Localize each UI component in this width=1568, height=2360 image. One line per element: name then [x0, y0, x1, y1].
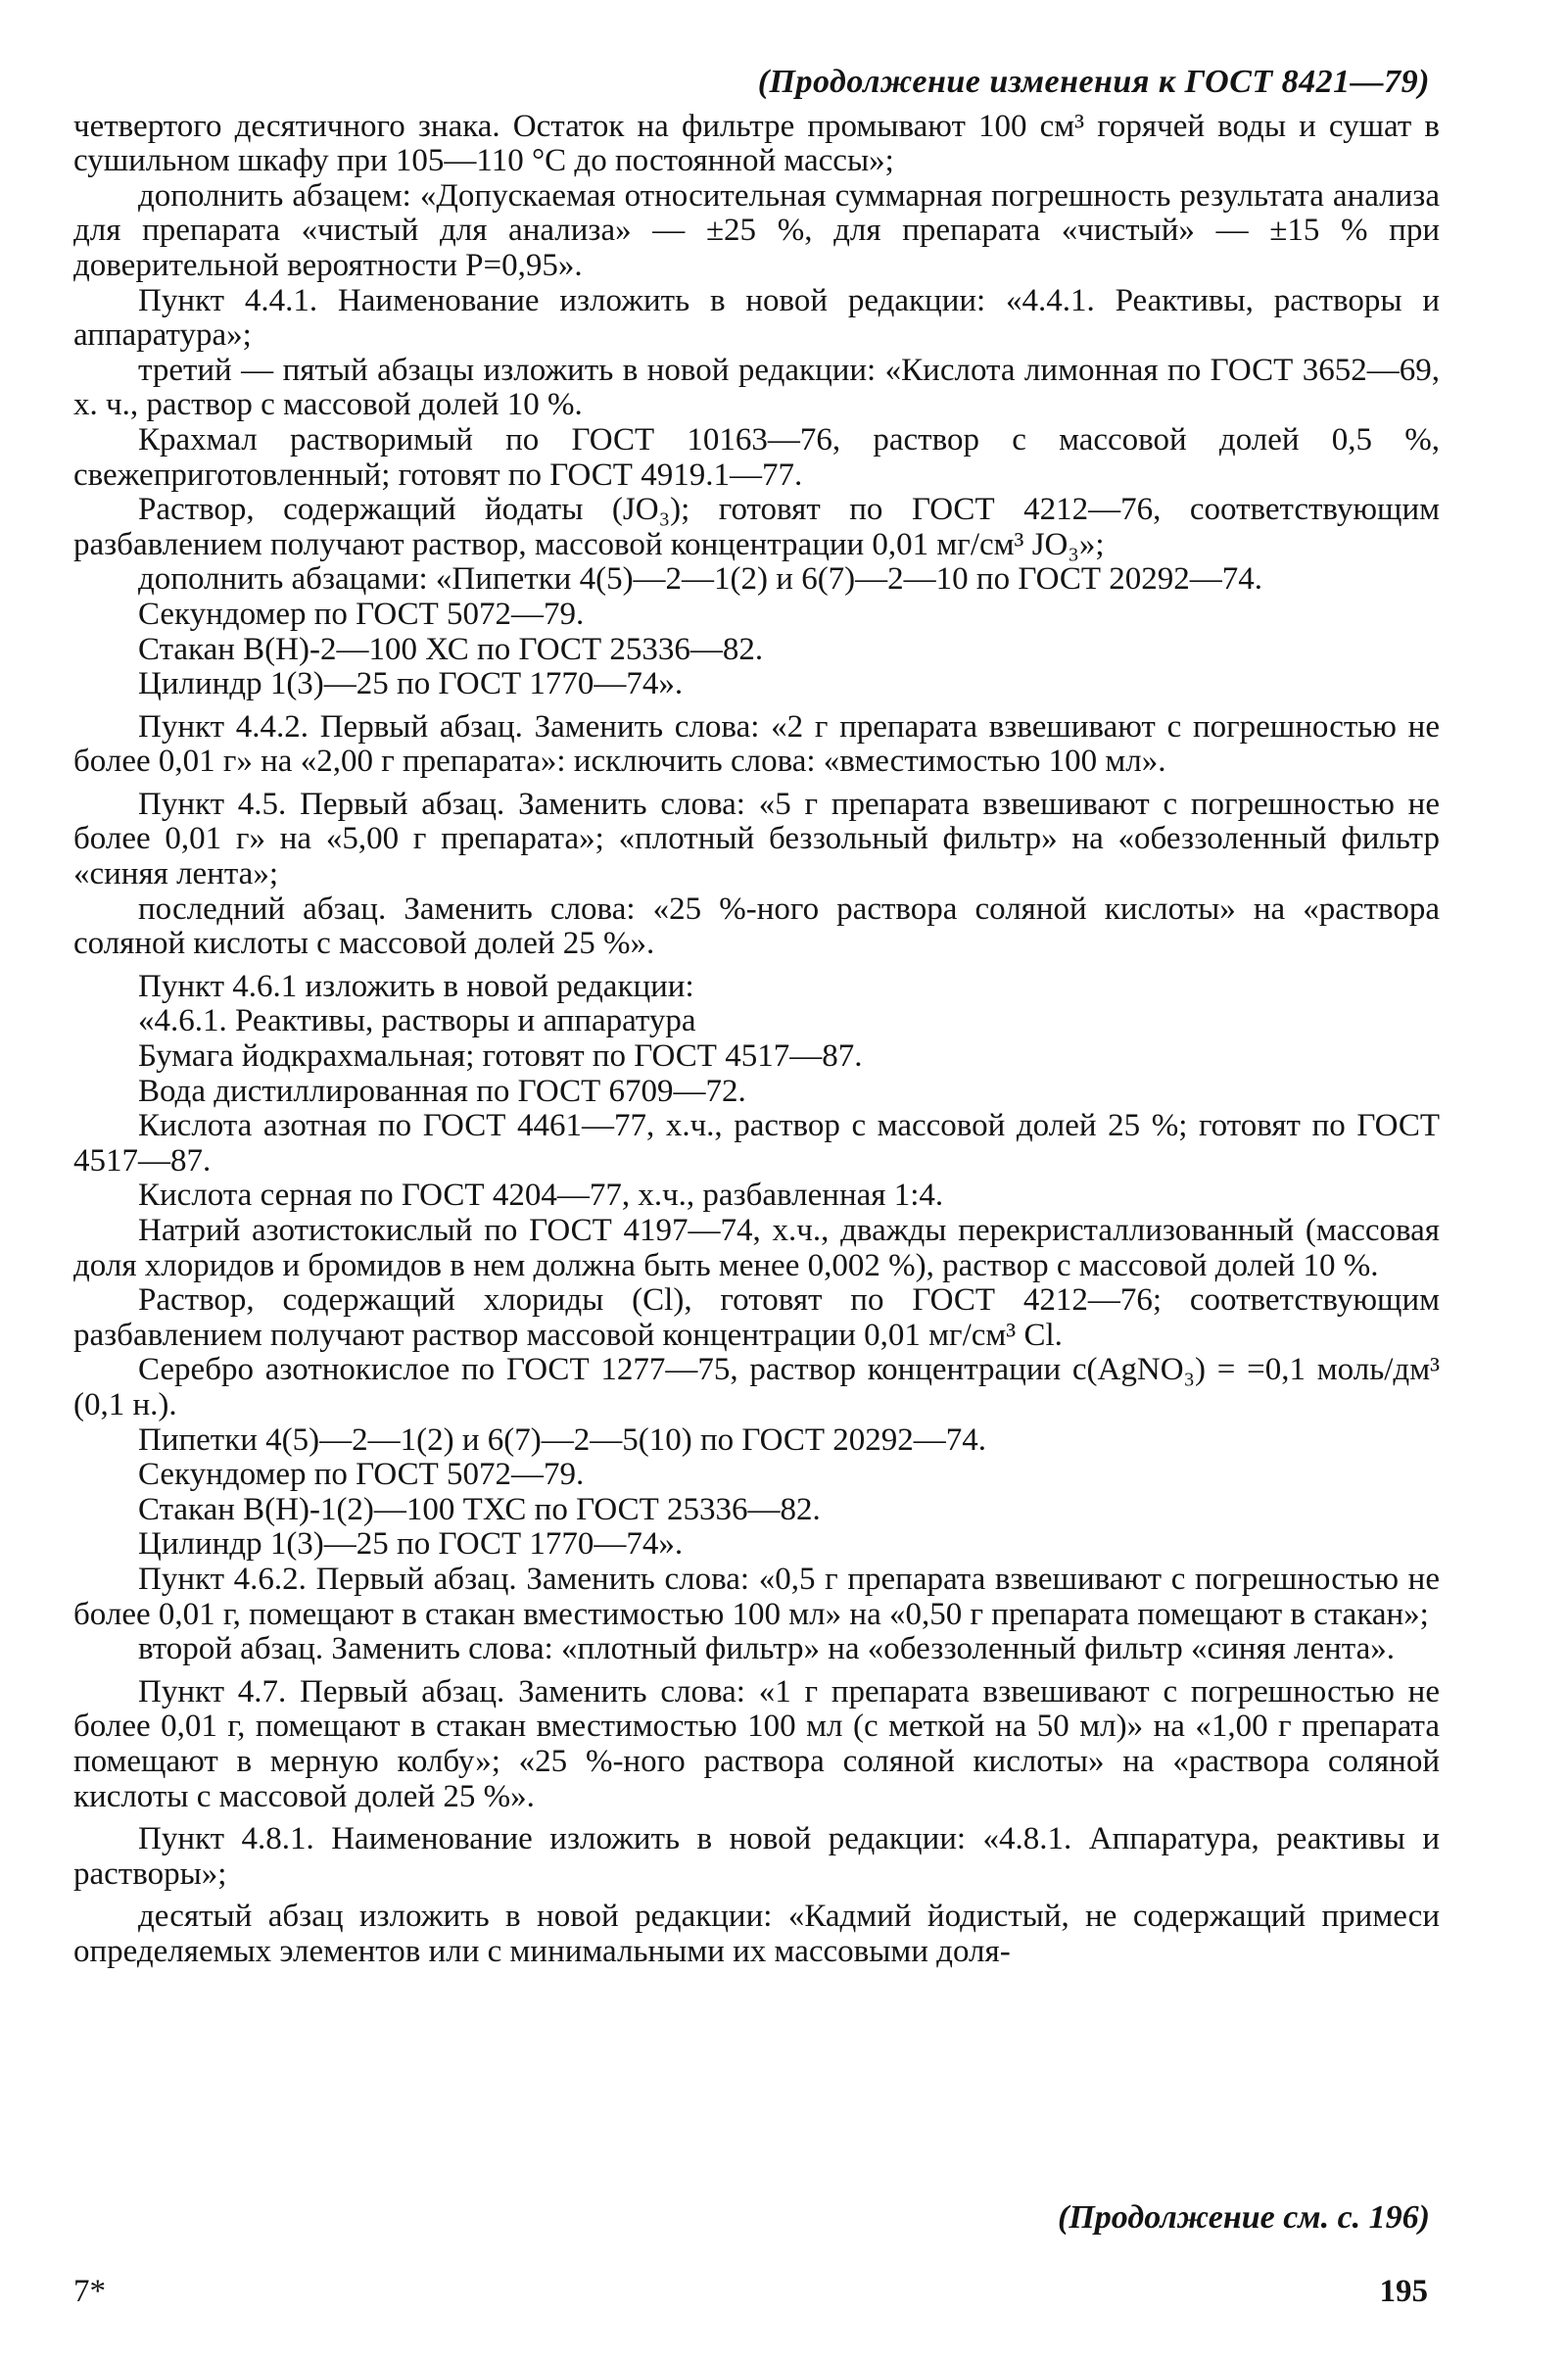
paragraph: дополнить абзацем: «Допускаемая относительная суммарная погрешность результата анализа для препарата «чистый для анализа» — ±25 %, для препарата «чистый» — ±15 % при доверительной вероятности P=0,95». — [73, 177, 1440, 283]
paragraph: Пункт 4.6.1 изложить в новой редакции: — [138, 968, 694, 1004]
paragraph: Цилиндр 1(3)—25 по ГОСТ 1770—74». — [138, 1526, 684, 1563]
paragraph: Пункт 4.4.2. Первый абзац. Заменить слова: «2 г препарата взвешивают с погрешностью не более 0,01 г» на «2,00 г препарата»: исключить слова: «вместимостью 100 мл». — [73, 708, 1440, 780]
paragraph: Бумага йодкрахмальная; готовят по ГОСТ 4517—87. — [138, 1038, 863, 1075]
paragraph: Пункт 4.8.1. Наименование изложить в новой редакции: «4.8.1. Аппаратура, реактивы и растворы»; — [73, 1821, 1440, 1892]
paragraph: Пункт 4.5. Первый абзац. Заменить слова: «5 г препарата взвешивают с погрешностью не более 0,01 г» на «5,00 г препарата»; «плотный беззольный фильтр» на «обеззоленный фильтр «синяя лента»; — [73, 786, 1440, 892]
paragraph: десятый абзац изложить в новой редакции: «Кадмий йодистый, не содержащий примеси определяемых элементов или с минимальными их массовыми доля- — [73, 1899, 1440, 1969]
paragraph: Серебро азотнокислое по ГОСТ 1277—75, раствор концентрации c(AgNO₃) = =0,1 моль/дм³ (0,1 н.). — [73, 1352, 1440, 1422]
paragraph: Пункт 4.4.1. Наименование изложить в новой редакции: «4.4.1. Реактивы, растворы и аппаратура»; — [73, 282, 1440, 354]
paragraph: «4.6.1. Реактивы, растворы и аппаратура — [138, 1003, 696, 1039]
paragraph: Кислота серная по ГОСТ 4204—77, х.ч., разбавленная 1:4. — [138, 1178, 944, 1214]
paragraph: Секундомер по ГОСТ 5072—79. — [138, 1457, 585, 1493]
paragraph: Секундомер по ГОСТ 5072—79. — [138, 596, 585, 632]
paragraph: Кислота азотная по ГОСТ 4461—77, х.ч., раствор с массовой долей 25 %; готовят по ГОСТ 4517—87. — [73, 1108, 1440, 1179]
paragraph: Раствор, содержащий йодаты (JO₃); готовят по ГОСТ 4212—76, соответствующим разбавлением получают раствор, массовой концентрации 0,01 мг/см³ JO₃»; — [73, 492, 1440, 562]
paragraph: Натрий азотистокислый по ГОСТ 4197—74, х.ч., дважды перекристаллизованный (массовая доля хлоридов и бромидов в нем должна быть менее 0,002 %), раствор с массовой долей 10 %. — [73, 1213, 1440, 1283]
paragraph: последний абзац. Заменить слова: «25 %-ного раствора соляной кислоты» на «раствора соляной кислоты с массовой долей 25 %». — [73, 891, 1440, 962]
paragraph: дополнить абзацами: «Пипетки 4(5)—2—1(2) и 6(7)—2—10 по ГОСТ 20292—74. — [138, 561, 1262, 598]
paragraph: Стакан В(Н)-1(2)—100 ТХС по ГОСТ 25336—82. — [138, 1491, 821, 1527]
paragraph: Пипетки 4(5)—2—1(2) и 6(7)—2—5(10) по ГОСТ 20292—74. — [138, 1421, 987, 1458]
paragraph: Крахмал растворимый по ГОСТ 10163—76, раствор с массовой долей 0,5 %, свежеприготовленный; готовят по ГОСТ 4919.1—77. — [73, 421, 1440, 493]
page-header: (Продолжение изменения к ГОСТ 8421—79) — [757, 64, 1430, 100]
paragraph: Стакан В(Н)-2—100 ХС по ГОСТ 25336—82. — [138, 631, 764, 667]
paragraph: третий — пятый абзацы изложить в новой редакции: «Кислота лимонная по ГОСТ 3652—69, х. ч., раствор с массовой долей 10 %. — [73, 352, 1440, 423]
paragraph: Раствор, содержащий хлориды (Cl), готовят по ГОСТ 4212—76; соответствующим разбавлением получают раствор массовой концентрации 0,01 мг/см³ Cl. — [73, 1282, 1440, 1353]
continuation-note: (Продолжение см. с. 196) — [1058, 2199, 1430, 2236]
paragraph: Вода дистиллированная по ГОСТ 6709—72. — [138, 1073, 746, 1109]
body-text — [73, 110, 1440, 1970]
paragraph: Пункт 4.6.2. Первый абзац. Заменить слова: «0,5 г препарата взвешивают с погрешностью не более 0,01 г, помещают в стакан вместимостью 100 мл» на «0,50 г препарата помещают в стакан»; — [73, 1561, 1440, 1632]
paragraph: четвертого десятичного знака. Остаток на фильтре промывают 100 см³ горячей воды и сушат в сушильном шкафу при 105—110 °С до постоянной массы»; — [73, 108, 1440, 179]
paragraph: Пункт 4.7. Первый абзац. Заменить слова: «1 г препарата взвешивают с погрешностью не более 0,01 г, помещают в стакан вместимостью 100 мл (с меткой на 50 мл)» на «1,00 г препарата помещают в мерную колбу»; «25 %-ного раствора соляной кислоты» на «раствора соляной кислоты с массовой долей 25 %». — [73, 1673, 1440, 1814]
signature-mark: 7* — [73, 2274, 106, 2309]
paragraph: второй абзац. Заменить слова: «плотный фильтр» на «обеззоленный фильтр «синяя лента». — [138, 1631, 1396, 1667]
paragraph: Цилиндр 1(3)—25 по ГОСТ 1770—74». — [138, 666, 684, 702]
document-page — [73, 65, 1440, 2328]
page-number: 195 — [1379, 2274, 1428, 2309]
